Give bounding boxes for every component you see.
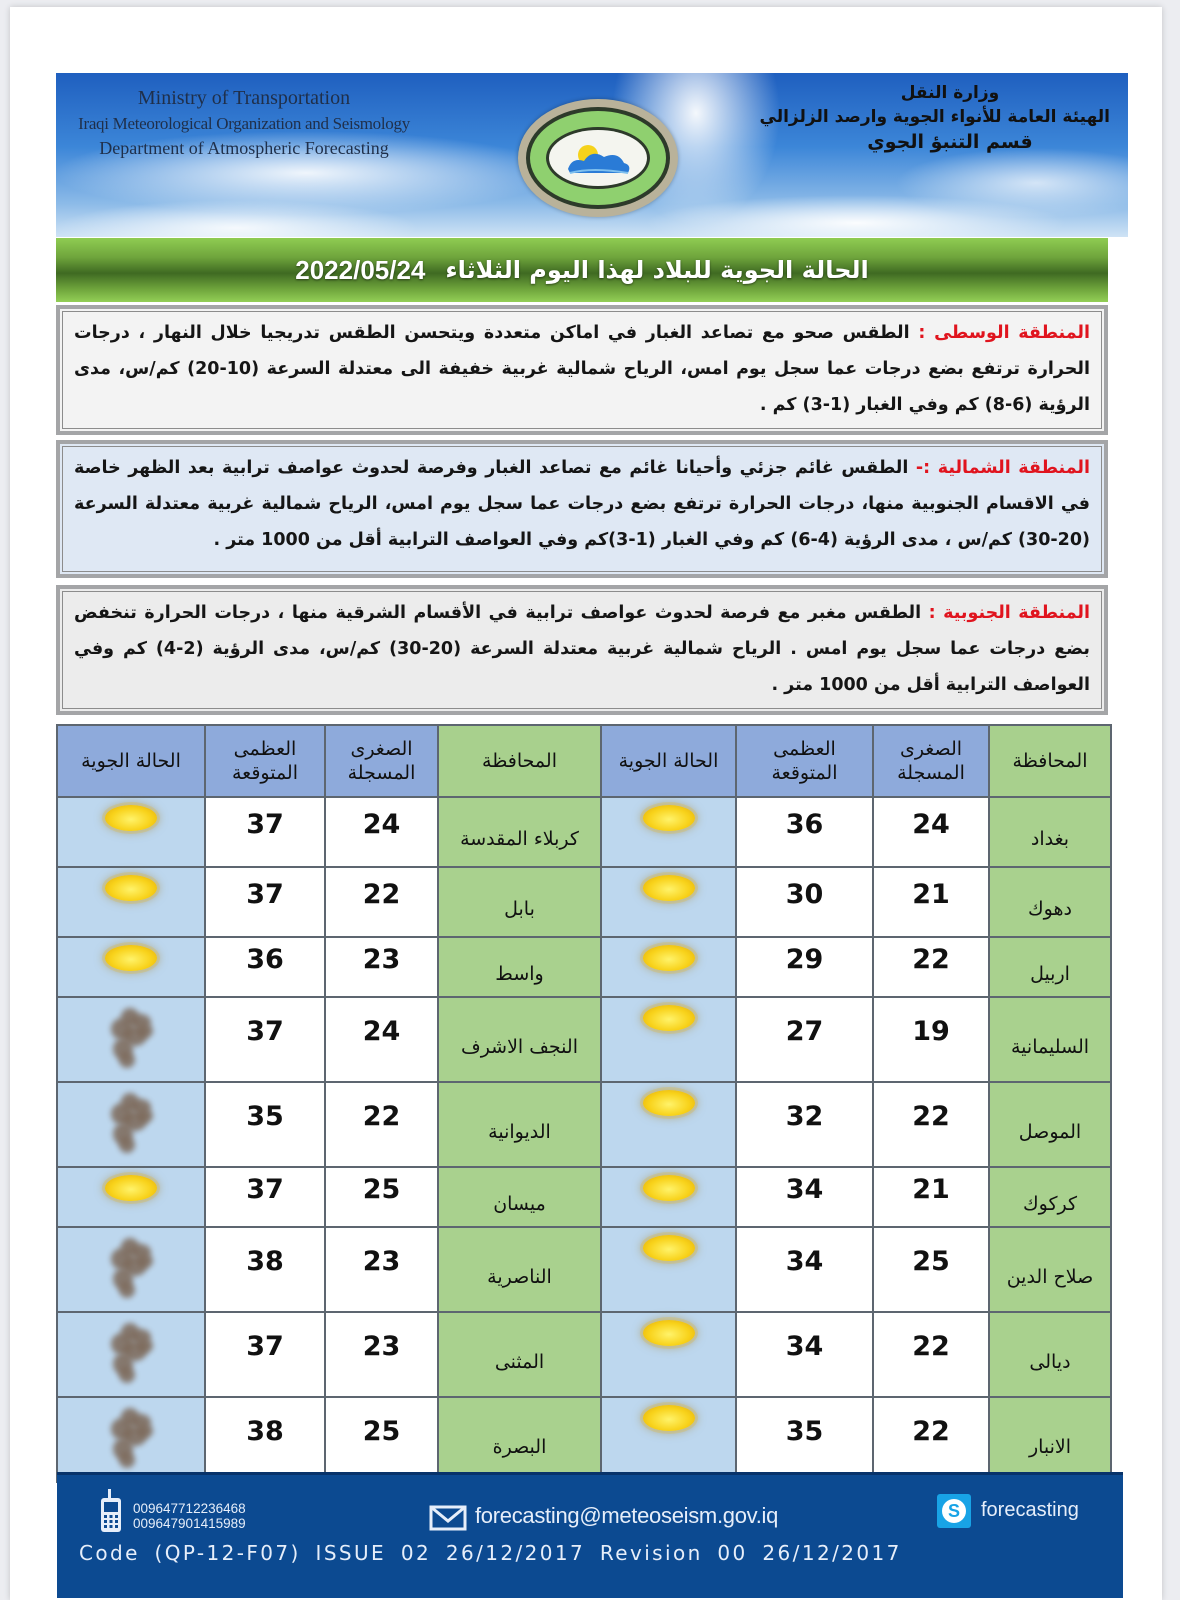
- sunny-icon: [643, 805, 695, 831]
- region-north: [56, 440, 1108, 578]
- min-temp-cell: 25: [325, 1167, 438, 1227]
- department-name-en: Department of Atmospheric Forecasting: [99, 138, 389, 158]
- phone-number[interactable]: 009647901415989: [133, 1516, 246, 1531]
- header-min-recorded: الصغرى المسجلة: [325, 725, 438, 797]
- header-governorate: المحافظة: [989, 725, 1111, 797]
- min-temp-cell: 24: [325, 797, 438, 867]
- sunny-icon: [643, 875, 695, 901]
- ministry-name-ar: وزارة النقل: [900, 83, 1000, 103]
- max-temp-cell: 29: [736, 937, 873, 997]
- table-row: [57, 997, 1111, 1082]
- min-temp-cell: 23: [325, 1227, 438, 1312]
- max-temp-cell: 35: [205, 1082, 325, 1167]
- table-row: [57, 1397, 1111, 1482]
- header-english: [74, 87, 414, 159]
- phone-number[interactable]: 009647712236468: [133, 1501, 246, 1516]
- min-temp-cell: 22: [325, 1082, 438, 1167]
- max-temp-cell: 32: [736, 1082, 873, 1167]
- sunny-icon: [643, 1235, 695, 1261]
- region-label: المنطقة الشمالية :-: [915, 458, 1091, 478]
- weather-cell: [57, 997, 205, 1082]
- max-temp-cell: 37: [205, 997, 325, 1082]
- dust-storm-icon: [103, 1089, 159, 1159]
- weather-cell: [57, 1167, 205, 1227]
- header-max-expected: العظمى المتوقعة: [205, 725, 325, 797]
- governorate-cell: ديالى: [989, 1312, 1111, 1397]
- min-temp-cell: 22: [873, 937, 989, 997]
- weather-cell: [601, 797, 736, 867]
- sunny-icon: [105, 945, 157, 971]
- weather-cell: [57, 1227, 205, 1312]
- table-header-row: [57, 725, 1111, 797]
- ministry-name-en: Ministry of Transportation: [137, 87, 351, 109]
- max-temp-cell: 37: [205, 1312, 325, 1397]
- weather-cell: [601, 937, 736, 997]
- weather-cell: [601, 867, 736, 937]
- region-text: الطقس مغبر مع فرصة لحدوث عواصف ترابية في الأقسام الشرقية منها ، درجات الحرارة تنخفض بضع درجات عما سجل يوم امس . الرياح شمالية غربية معتدلة السرعة (20-30) كم/س، مدى الرؤية (2-4) كم وفي العواصف الترابية أقل من 1000 متر .: [74, 603, 1090, 695]
- governorate-cell: بابل: [438, 867, 601, 937]
- table-row: [57, 937, 1111, 997]
- governorate-cell: الناصرية: [438, 1227, 601, 1312]
- header-banner: [56, 73, 1128, 237]
- governorate-cell: البصرة: [438, 1397, 601, 1482]
- sunny-icon: [643, 1005, 695, 1031]
- max-temp-cell: 38: [205, 1227, 325, 1312]
- min-temp-cell: 25: [325, 1397, 438, 1482]
- min-temp-cell: 22: [325, 867, 438, 937]
- region-text: الطقس صحو مع تصاعد الغبار في اماكن متعددة ويتحسن الطقس تدريجيا خلال النهار ، درجات الحرارة ترتفع بضع درجات عما سجل يوم امس، الرياح شمالية غربية خفيفة الى معتدلة السرعة (10-20) كم/س، مدى الرؤية (6-8) كم وفي الغبار (1-3) كم .: [74, 323, 1090, 415]
- governorate-cell: كركوك: [989, 1167, 1111, 1227]
- governorate-cell: بغداد: [989, 797, 1111, 867]
- mobile-phone-icon: [99, 1489, 123, 1533]
- skype-icon: S: [937, 1494, 971, 1528]
- min-temp-cell: 22: [873, 1082, 989, 1167]
- weather-cell: [601, 1227, 736, 1312]
- governorate-cell: الانبار: [989, 1397, 1111, 1482]
- weather-cell: [57, 1397, 205, 1482]
- header-min-recorded: الصغرى المسجلة: [873, 725, 989, 797]
- header-max-expected: العظمى المتوقعة: [736, 725, 873, 797]
- governorate-cell: صلاح الدين: [989, 1227, 1111, 1312]
- governorate-cell: الديوانية: [438, 1082, 601, 1167]
- governorate-cell: اربيل: [989, 937, 1111, 997]
- sunny-icon: [105, 875, 157, 901]
- min-temp-cell: 21: [873, 1167, 989, 1227]
- governorate-cell: دهوك: [989, 867, 1111, 937]
- min-temp-cell: 24: [325, 997, 438, 1082]
- max-temp-cell: 34: [736, 1312, 873, 1397]
- min-temp-cell: 24: [873, 797, 989, 867]
- weather-cell: [57, 797, 205, 867]
- dust-storm-icon: [103, 1004, 159, 1074]
- dust-storm-icon: [103, 1404, 159, 1474]
- governorate-cell: كربلاء المقدسة: [438, 797, 601, 867]
- weather-cell: [57, 1082, 205, 1167]
- weather-cell: [601, 1167, 736, 1227]
- sunny-icon: [643, 945, 695, 971]
- table-row: [57, 1227, 1111, 1312]
- sunny-icon: [643, 1405, 695, 1431]
- header-weather: الحالة الجوية: [57, 725, 205, 797]
- report-title-bar: [56, 238, 1108, 302]
- skype-handle[interactable]: forecasting: [981, 1499, 1079, 1521]
- sun-cloud-logo-icon: [562, 137, 634, 179]
- department-name-ar: قسم التنبؤ الجوي: [867, 131, 1033, 153]
- weather-cell: [57, 937, 205, 997]
- table-row: [57, 867, 1111, 937]
- max-temp-cell: 36: [205, 937, 325, 997]
- max-temp-cell: 38: [205, 1397, 325, 1482]
- table-row: [57, 1167, 1111, 1227]
- footer-contact-bar: [57, 1472, 1123, 1598]
- min-temp-cell: 23: [325, 1312, 438, 1397]
- min-temp-cell: 25: [873, 1227, 989, 1312]
- region-label: المنطقة الوسطى :: [918, 323, 1091, 343]
- max-temp-cell: 34: [736, 1227, 873, 1312]
- sunny-icon: [105, 1175, 157, 1201]
- max-temp-cell: 36: [736, 797, 873, 867]
- max-temp-cell: 37: [205, 797, 325, 867]
- max-temp-cell: 27: [736, 997, 873, 1082]
- min-temp-cell: 19: [873, 997, 989, 1082]
- table-row: [57, 797, 1111, 867]
- governorate-cell: المثنى: [438, 1312, 601, 1397]
- table-row: [57, 1082, 1111, 1167]
- region-south: [56, 585, 1108, 715]
- max-temp-cell: 34: [736, 1167, 873, 1227]
- min-temp-cell: 23: [325, 937, 438, 997]
- header-weather: الحالة الجوية: [601, 725, 736, 797]
- region-central: [56, 305, 1108, 435]
- organization-name-ar: الهيئة العامة للأنواء الجوية وارصد الزلزالي: [759, 107, 1110, 127]
- dust-storm-icon: [103, 1319, 159, 1389]
- min-temp-cell: 21: [873, 867, 989, 937]
- weather-cell: [57, 1312, 205, 1397]
- header-arabic: [759, 83, 1110, 153]
- email-link[interactable]: forecasting@meteoseism.gov.iq: [475, 1503, 779, 1528]
- phone-numbers: [133, 1501, 246, 1531]
- weather-cell: [601, 997, 736, 1082]
- sunny-icon: [105, 805, 157, 831]
- sunny-icon: [643, 1320, 695, 1346]
- header-governorate: المحافظة: [438, 725, 601, 797]
- max-temp-cell: 37: [205, 1167, 325, 1227]
- max-temp-cell: 30: [736, 867, 873, 937]
- min-temp-cell: 22: [873, 1397, 989, 1482]
- table-row: [57, 1312, 1111, 1397]
- email-envelope-icon: [429, 1505, 467, 1531]
- weather-cell: [57, 867, 205, 937]
- document-code-line: Code (QP-12-F07) ISSUE 02 26/12/2017 Revision 00 26/12/2017: [79, 1541, 902, 1565]
- governorate-cell: الموصل: [989, 1082, 1111, 1167]
- region-text: الطقس غائم جزئي وأحيانا غائم مع تصاعد الغبار وفرصة لحدوث عواصف ترابية بعد الظهر خاصة في الاقسام الجنوبية منها، درجات الحرارة ترتفع بضع درجات عما سجل يوم امس، الرياح شمالية غربية معتدلة السرعة (20-30) كم/س ، مدى الرؤية (4-6) كم وفي الغبار (1-3)كم وفي العواصف الترابية أقل من 1000 متر .: [74, 458, 1090, 550]
- forecast-table: [56, 724, 1112, 1483]
- governorate-cell: واسط: [438, 937, 601, 997]
- weather-cell: [601, 1397, 736, 1482]
- min-temp-cell: 22: [873, 1312, 989, 1397]
- region-label: المنطقة الجنوبية :: [928, 603, 1090, 623]
- organization-name-en: Iraqi Meteorological Organization and Seismology: [78, 114, 410, 133]
- organization-logo: [518, 99, 678, 217]
- governorate-cell: ميسان: [438, 1167, 601, 1227]
- report-date: 2022/05/24: [295, 254, 426, 285]
- sunny-icon: [643, 1175, 695, 1201]
- report-title: الحالة الجوية للبلاد لهذا اليوم الثلاثاء: [445, 256, 869, 284]
- governorate-cell: النجف الاشرف: [438, 997, 601, 1082]
- governorate-cell: السليمانية: [989, 997, 1111, 1082]
- weather-cell: [601, 1312, 736, 1397]
- max-temp-cell: 35: [736, 1397, 873, 1482]
- max-temp-cell: 37: [205, 867, 325, 937]
- sunny-icon: [643, 1090, 695, 1116]
- dust-storm-icon: [103, 1234, 159, 1304]
- weather-cell: [601, 1082, 736, 1167]
